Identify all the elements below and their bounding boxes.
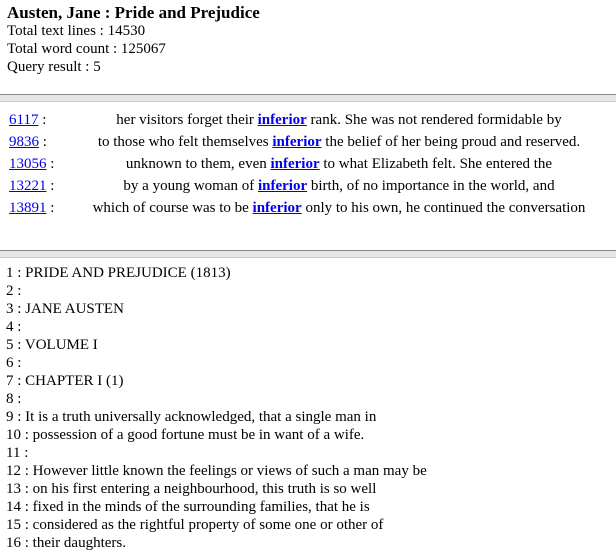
text-line: 9 : It is a truth universally acknowledged, that a single man in: [6, 409, 377, 425]
total-word-count: Total word count : 125067: [7, 41, 166, 57]
context-cell: [62, 131, 616, 153]
header-frame: [0, 0, 616, 94]
concordance-row: [0, 109, 616, 131]
frame-resize-handle-top[interactable]: [0, 94, 616, 102]
line-separator: :: [46, 177, 55, 194]
text-line: 10 : possession of a good fortune must be in want of a wife.: [6, 427, 365, 443]
document-info: [0, 0, 616, 76]
right-context: rank. She was not rendered formidable by: [306, 111, 562, 128]
keyword-link[interactable]: inferior: [272, 133, 322, 150]
line-separator: :: [38, 111, 47, 128]
line-number-cell: [0, 175, 62, 197]
right-context: the belief of her being proud and reserved.: [321, 133, 581, 150]
text-line: 1 : PRIDE AND PREJUDICE (1813): [6, 265, 231, 281]
text-lines: [0, 258, 616, 552]
text-line: 12 : However little known the feelings or views of such a man may be: [6, 463, 427, 479]
line-number-link[interactable]: 13221: [9, 177, 47, 194]
concordance-row: [0, 175, 616, 197]
line-separator: :: [39, 133, 47, 150]
text-line: 14 : fixed in the minds of the surrounding families, that he is: [6, 499, 370, 515]
line-number-cell: [0, 153, 62, 175]
page-title: Austen, Jane : Pride and Prejudice: [7, 3, 260, 22]
text-line: 5 : VOLUME I: [6, 337, 98, 353]
text-line: 13 : on his first entering a neighbourhood, this truth is so well: [6, 481, 377, 497]
text-line: 15 : considered as the rightful property of some one or other of: [6, 517, 384, 533]
left-context: by a young woman of: [123, 177, 258, 194]
line-number-link[interactable]: 6117: [9, 111, 39, 128]
context-cell: [62, 153, 616, 175]
concordance-row: [0, 153, 616, 175]
line-separator: :: [46, 155, 55, 172]
line-number-cell: [0, 197, 62, 219]
text-line: 2 :: [6, 283, 22, 299]
frame-resize-handle-bottom[interactable]: [0, 250, 616, 258]
text-line: 6 :: [6, 355, 22, 371]
line-number-cell: [0, 109, 62, 131]
text-line: 4 :: [6, 319, 22, 335]
concordance-row: [0, 131, 616, 153]
text-frame: [0, 258, 616, 555]
right-context: birth, of no importance in the world, and: [307, 177, 555, 194]
left-context: to those who felt themselves: [97, 133, 273, 150]
concordance-table: [0, 109, 616, 219]
right-context: only to his own, he continued the conversation: [301, 199, 586, 216]
text-line: 7 : CHAPTER I (1): [6, 373, 124, 389]
keyword-link[interactable]: inferior: [270, 155, 320, 172]
concordance-row: [0, 197, 616, 219]
context-cell: [62, 175, 616, 197]
keyword-link[interactable]: inferior: [257, 111, 307, 128]
text-line: 16 : their daughters.: [6, 535, 126, 551]
query-result: Query result : 5: [7, 59, 101, 75]
concordance-frame: [0, 102, 616, 250]
total-text-lines: Total text lines : 14530: [7, 23, 146, 39]
text-line: 11 :: [6, 445, 29, 461]
text-line: 3 : JANE AUSTEN: [6, 301, 124, 317]
line-number-link[interactable]: 9836: [9, 133, 39, 150]
line-number-cell: [0, 131, 62, 153]
context-cell: [62, 197, 616, 219]
left-context: which of course was to be: [92, 199, 253, 216]
left-context: her visitors forget their: [116, 111, 258, 128]
text-line: 8 :: [6, 391, 22, 407]
line-separator: :: [46, 199, 55, 216]
line-number-link[interactable]: 13891: [9, 199, 47, 216]
line-number-link[interactable]: 13056: [9, 155, 47, 172]
left-context: unknown to them, even: [125, 155, 271, 172]
keyword-link[interactable]: inferior: [257, 177, 308, 194]
context-cell: [62, 109, 616, 131]
right-context: to what Elizabeth felt. She entered the: [319, 155, 553, 172]
keyword-link[interactable]: inferior: [252, 199, 302, 216]
